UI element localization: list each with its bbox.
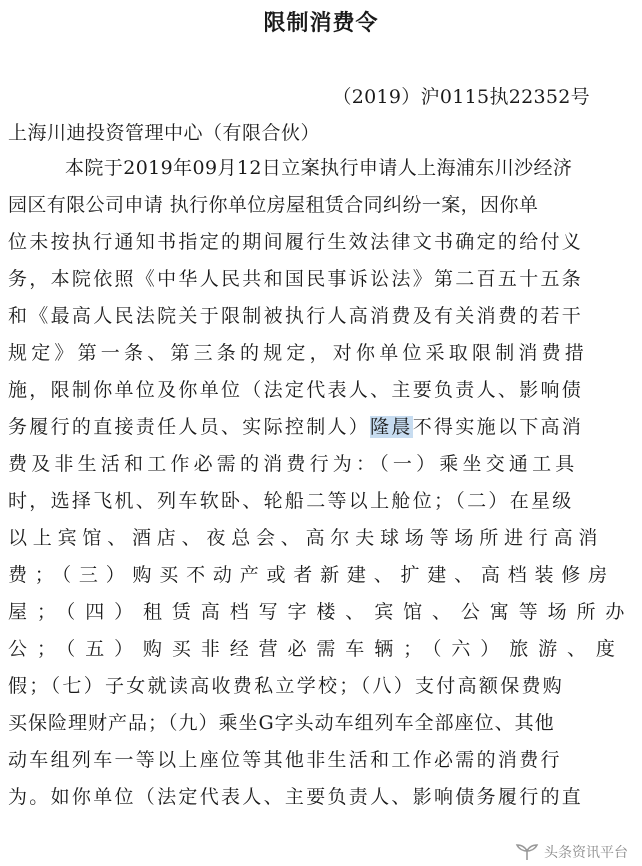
highlighted-name[interactable]: 隆晨 <box>370 416 413 438</box>
watermark-text: 头条资讯平台 <box>544 845 628 861</box>
body-line: 务，本院依照《中华人民共和国民事诉讼法》第二百五十五条 <box>8 268 584 290</box>
body-line: 费及非生活和工作必需的消费行为：（一）乘坐交通工具 <box>8 453 579 475</box>
body-line: 公；（五）购买非经营必需车辆；（六）旅游、度 <box>8 638 625 660</box>
addressee: 上海川迪投资管理中心（有限合伙） <box>8 122 321 144</box>
body-line <box>8 412 583 439</box>
body-line-text: 务履行的直接责任人员、实际控制人） <box>8 416 371 438</box>
body-line: 假；（七）子女就读高收费私立学校；（八）支付高额保费购 <box>8 675 565 697</box>
watermark <box>514 842 628 862</box>
case-number: （2019）沪0115执22352号 <box>332 86 590 108</box>
body-line: 费；（三）购买不动产或者新建、扩建、高档装修房 <box>8 564 615 586</box>
body-line: 园区有限公司申请 执行你单位房屋租赁合同纠纷一案，因你单 <box>8 194 539 216</box>
body-line-text: 不得实施以下高消 <box>412 416 584 438</box>
body-line: 规定》第一条、第三条的规定，对你单位采取限制消费措 <box>8 342 589 364</box>
body-line: 时，选择飞机、列车软卧、轮船二等以上舱位；（二）在星级 <box>8 490 574 512</box>
document-title: 限制消费令 <box>263 10 379 36</box>
sprout-icon <box>514 843 540 861</box>
body-line: 位未按执行通知书指定的期间履行生效法律文书确定的给付义 <box>8 231 584 253</box>
body-line: 买保险理财产品；（九）乘坐G字头动车组列车全部座位、其他 <box>8 712 555 734</box>
body-line: 施，限制你单位及你单位（法定代表人、主要负责人、影响债 <box>8 379 584 401</box>
body-line: 和《最高人民法院关于限制被执行人高消费及有关消费的若干 <box>8 305 584 327</box>
body-line: 本院于2019年09月12日立案执行申请人上海浦东川沙经济 <box>65 157 573 179</box>
body-line: 屋；（四）租赁高档写字楼、宾馆、公寓等场所办 <box>8 601 635 623</box>
body-line: 动车组列车一等以上座位等其他非生活和工作必需的消费行 <box>8 749 562 771</box>
body-line: 以上宾馆、酒店、夜总会、高尔夫球场等场所进行高消 <box>8 527 604 549</box>
body-line: 为。如你单位（法定代表人、主要负责人、影响债务履行的直 <box>8 786 584 808</box>
